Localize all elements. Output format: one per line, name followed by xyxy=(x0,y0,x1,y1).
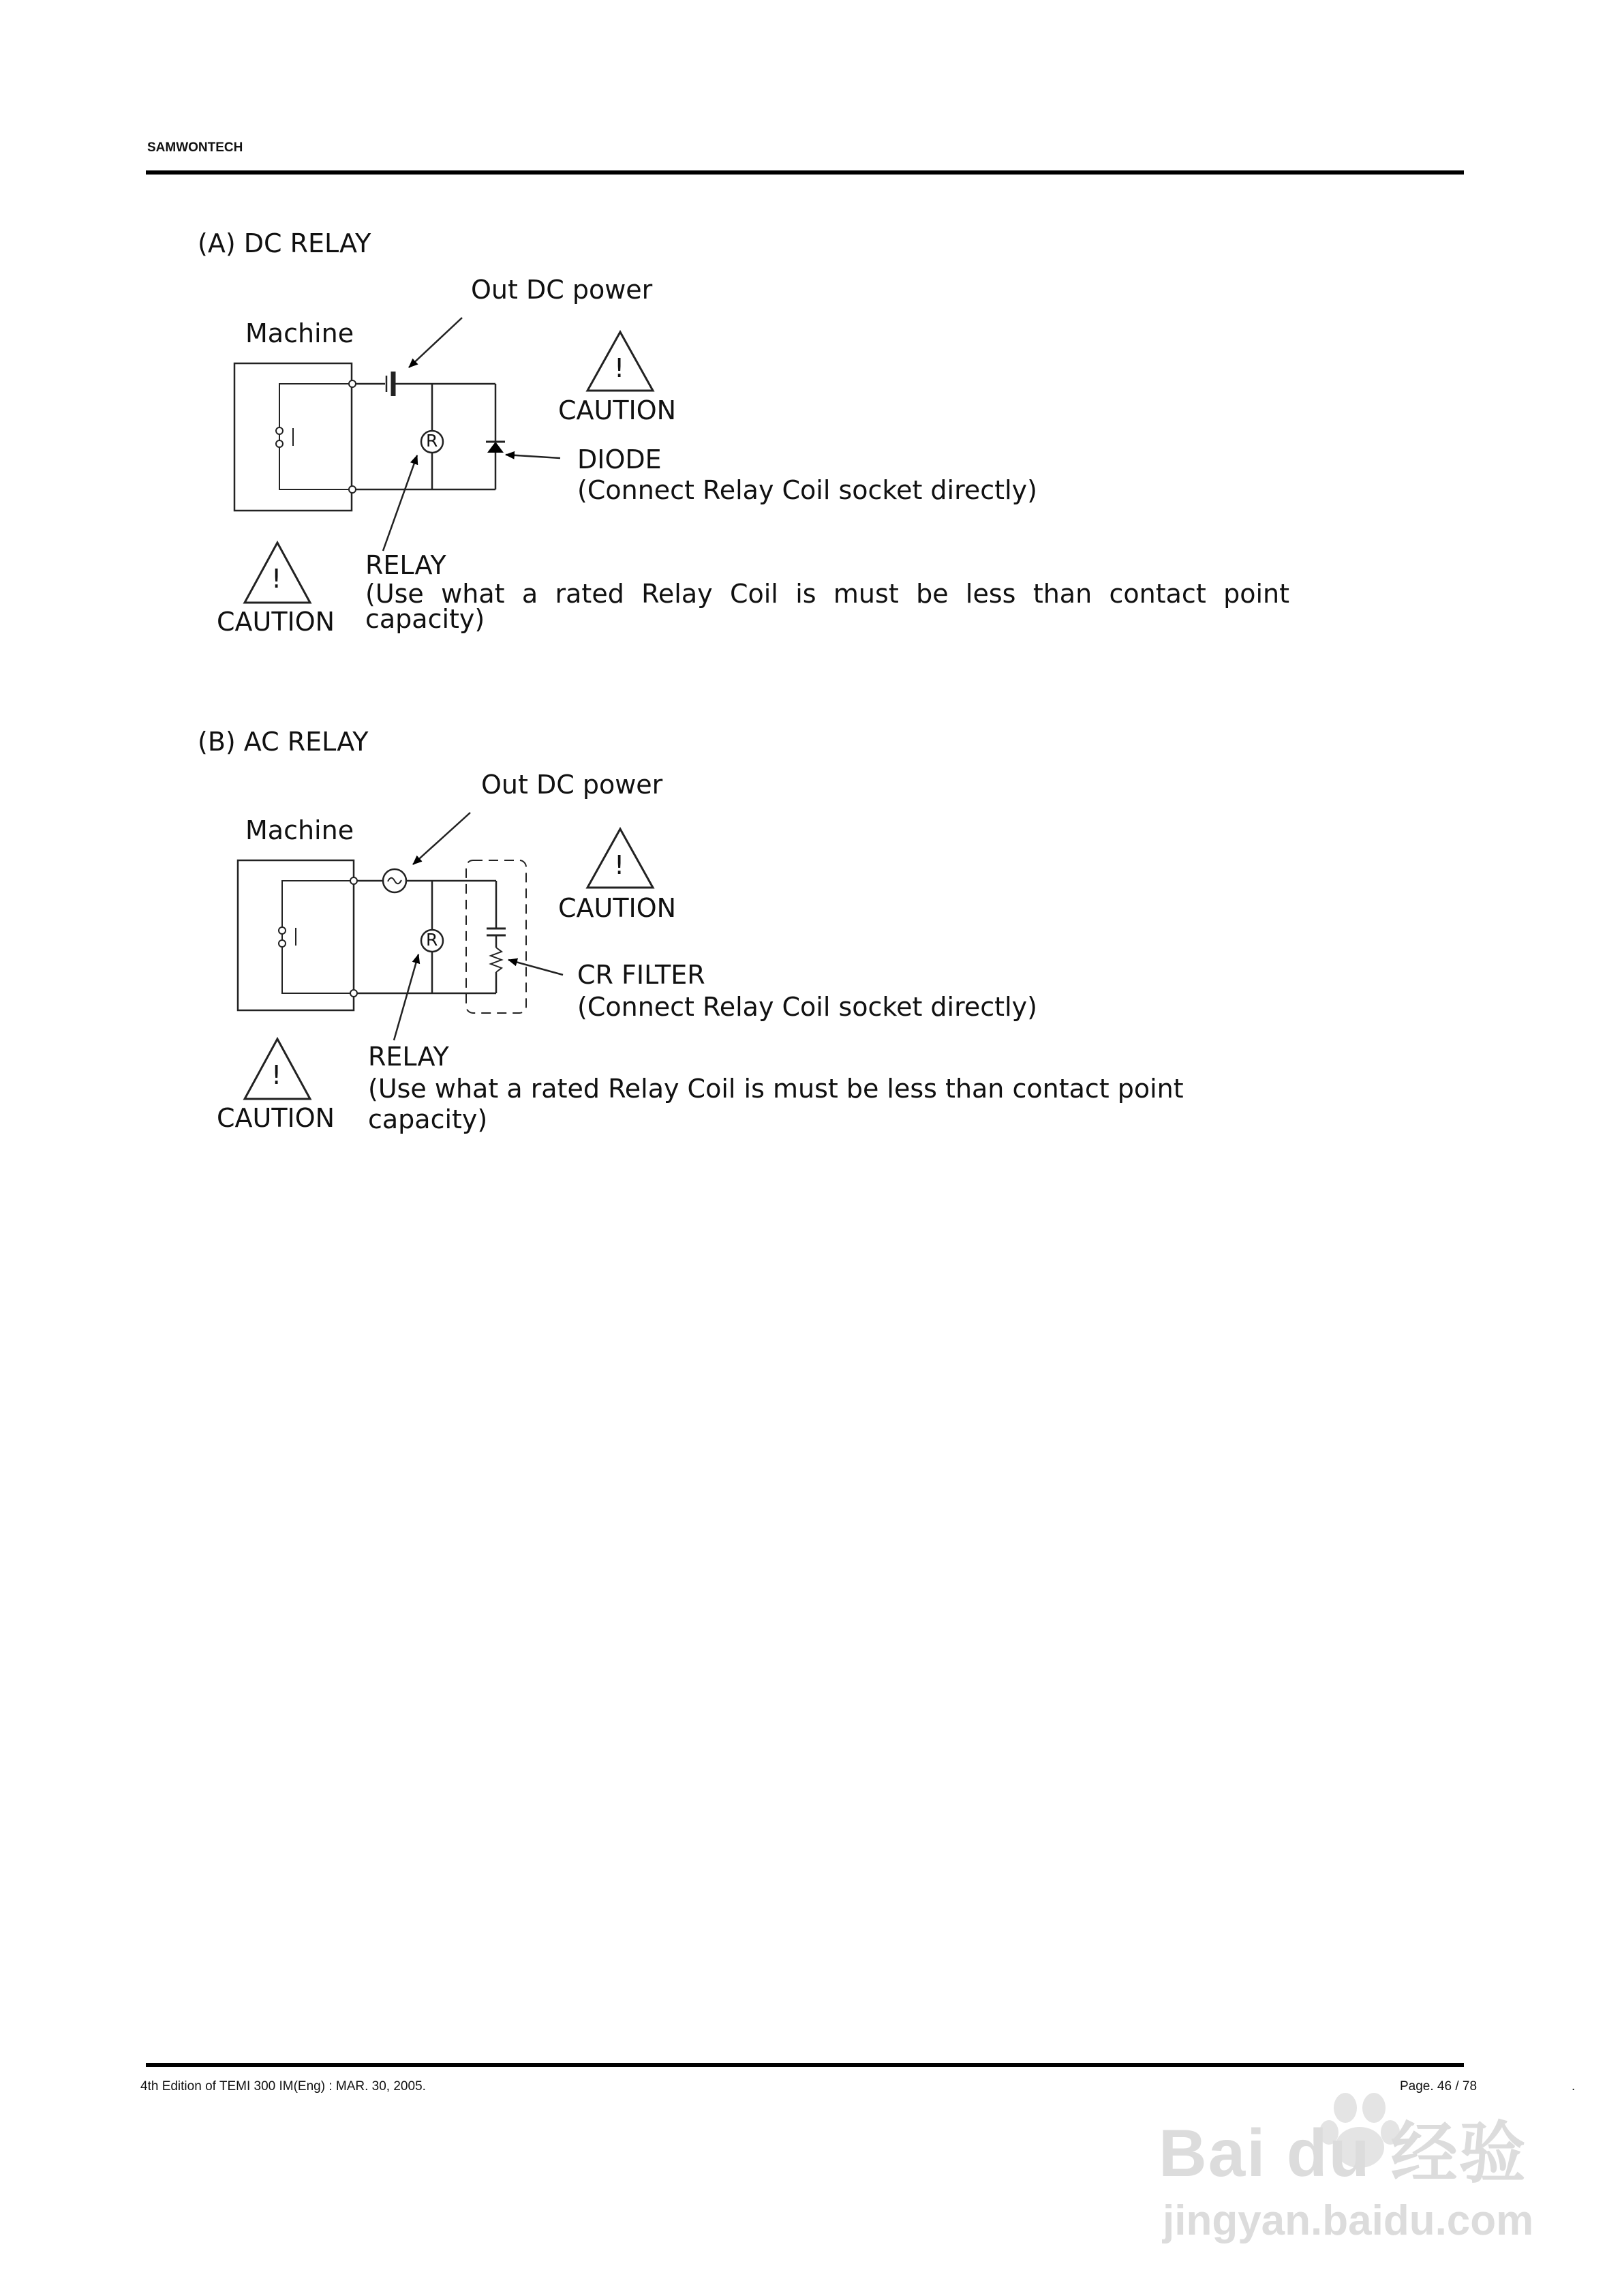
power-label: Out DC power xyxy=(481,770,663,800)
section-b-title: (B) AC RELAY xyxy=(198,727,369,757)
resistor-icon xyxy=(491,948,502,972)
power-arrow xyxy=(409,318,462,367)
relay-label: RELAY xyxy=(365,550,446,580)
diode-label: DIODE xyxy=(577,444,662,474)
relay-note-line2: capacity) xyxy=(365,604,485,634)
page-number: Page. 46 / 78 xyxy=(1400,2079,1478,2094)
relay-symbol: R xyxy=(426,431,438,451)
caution-symbol: ! xyxy=(614,850,625,880)
caution-label: CAUTION xyxy=(558,893,677,923)
terminal-bottom xyxy=(349,486,356,493)
footer-rule xyxy=(146,2063,1464,2067)
section-a-title: (A) DC RELAY xyxy=(198,228,371,258)
caution-symbol: ! xyxy=(271,1060,282,1090)
relay-label: RELAY xyxy=(368,1042,449,1072)
watermark-brand: Bai du 经验 xyxy=(1159,2115,1527,2190)
caution-label: CAUTION xyxy=(558,395,677,425)
diode-note: (Connect Relay Coil socket directly) xyxy=(577,475,1037,505)
machine-label: Machine xyxy=(245,815,354,845)
caution-label: CAUTION xyxy=(217,1103,335,1133)
company-name: SAMWONTECH xyxy=(147,140,243,155)
machine-inner-wire xyxy=(282,881,354,993)
filter-note: (Connect Relay Coil socket directly) xyxy=(577,992,1037,1022)
relay-arrow xyxy=(394,954,418,1040)
watermark-url: jingyan.baidu.com xyxy=(1163,2197,1534,2244)
relay-symbol: R xyxy=(426,930,438,950)
relay-note-line1: (Use what a rated Relay Coil is must be less than contact point xyxy=(365,579,1289,609)
diode-icon xyxy=(487,442,504,453)
machine-inner-wire xyxy=(279,384,352,489)
terminal-top xyxy=(349,380,356,387)
power-arrow xyxy=(413,813,470,864)
relay-note-line1: (Use what a rated Relay Coil is must be less than contact point xyxy=(368,1074,1184,1104)
relay-note-line2: capacity) xyxy=(368,1104,488,1134)
caution-symbol: ! xyxy=(614,353,625,383)
terminal-bottom xyxy=(350,990,357,997)
machine-label: Machine xyxy=(245,318,354,348)
power-label: Out DC power xyxy=(471,275,653,305)
edition-text: 4th Edition of TEMI 300 IM(Eng) : MAR. 30, 2005. xyxy=(140,2079,426,2094)
caution-symbol: ! xyxy=(271,564,282,594)
filter-arrow xyxy=(508,960,563,975)
filter-label: CR FILTER xyxy=(577,960,705,990)
terminal-top xyxy=(350,877,357,884)
footer-dot: . xyxy=(1572,2079,1576,2094)
caution-label: CAUTION xyxy=(217,607,335,637)
diode-arrow xyxy=(506,455,560,458)
relay-arrow xyxy=(383,455,417,551)
